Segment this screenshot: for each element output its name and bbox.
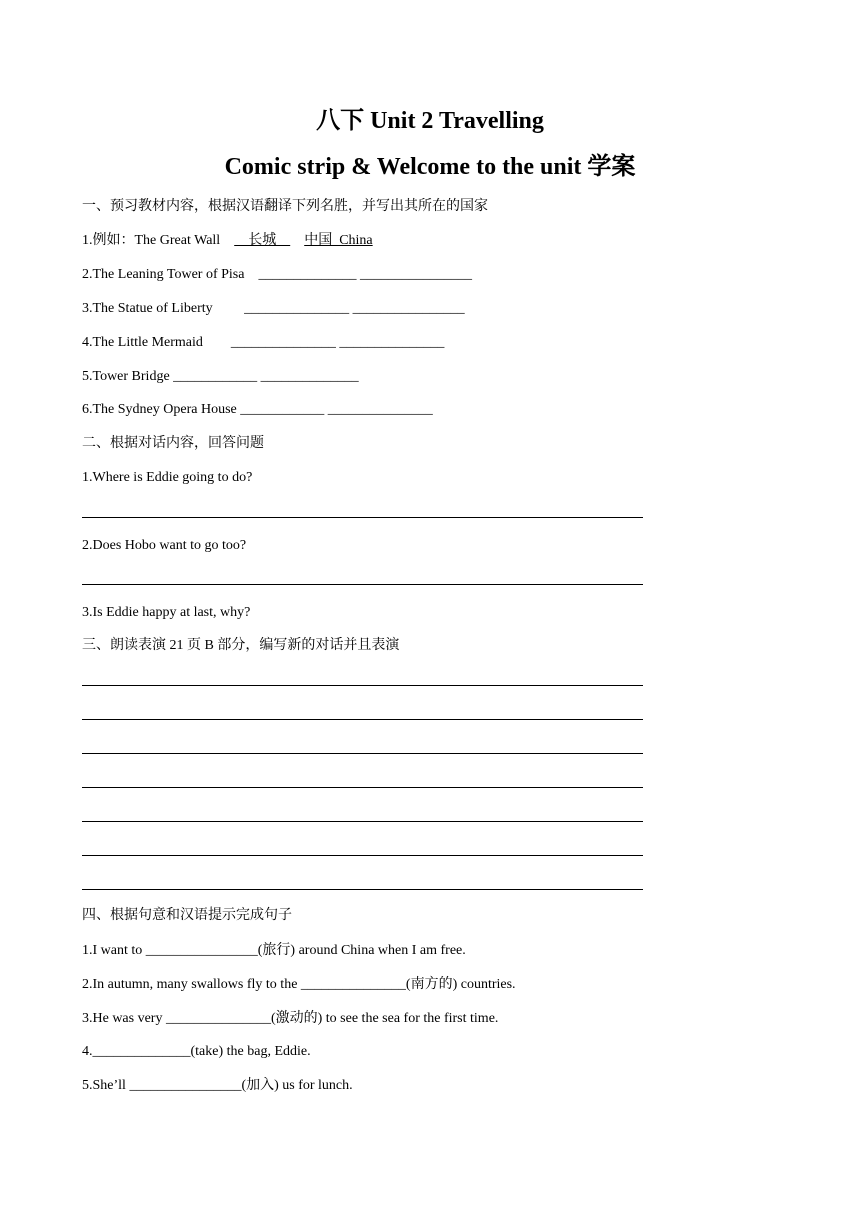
list-item: 3.The Statue of Liberty _______________ ________________ — [82, 301, 465, 316]
list-item: 2.The Leaning Tower of Pisa ______________ ________________ — [82, 267, 472, 282]
section-1-heading: 一、预习教材内容，根据汉语翻译下列名胜，并写出其所在的国家 — [82, 199, 488, 214]
example-answer-country: 中国 China — [304, 233, 373, 248]
answer-line — [82, 517, 643, 518]
example-gap — [290, 233, 304, 248]
section-3-heading: 三、朗读表演 21 页 B 部分，编写新的对话并且表演 — [82, 638, 400, 653]
page-subtitle: Comic strip & Welcome to the unit 学案 — [224, 154, 636, 180]
section-2-heading: 二、根据对话内容，回答问题 — [82, 436, 264, 451]
sentence-item: 3.He was very _______________(激动的) to see the sea for the first time. — [82, 1011, 499, 1026]
section-4-heading: 四、根据句意和汉语提示完成句子 — [82, 908, 292, 923]
example-row — [82, 232, 373, 250]
answer-line — [82, 787, 643, 788]
question: 2.Does Hobo want to go too? — [82, 538, 247, 553]
answer-line — [82, 584, 643, 585]
example-prefix: 1.例如：The Great Wall — [82, 233, 235, 248]
sentence-item: 5.She’ll ________________(加入) us for lunch. — [82, 1078, 353, 1093]
list-item: 6.The Sydney Opera House ____________ _______________ — [82, 402, 433, 417]
answer-line — [82, 889, 643, 890]
answer-line — [82, 821, 643, 822]
answer-line — [82, 855, 643, 856]
page-title: 八下 Unit 2 Travelling — [316, 108, 544, 134]
answer-line — [82, 753, 643, 754]
example-answer-chinese: 长城 — [234, 233, 291, 248]
answer-line — [82, 685, 643, 686]
sentence-item: 2.In autumn, many swallows fly to the _______________(南方的) countries. — [82, 977, 516, 992]
answer-line — [82, 719, 643, 720]
list-item: 4.The Little Mermaid _______________ _______________ — [82, 335, 445, 350]
question: 3.Is Eddie happy at last, why? — [82, 605, 251, 620]
sentence-item: 1.I want to ________________(旅行) around China when I am free. — [82, 943, 466, 958]
question: 1.Where is Eddie going to do? — [82, 470, 253, 485]
sentence-item: 4.______________(take) the bag, Eddie. — [82, 1044, 311, 1059]
list-item: 5.Tower Bridge ____________ ______________ — [82, 369, 359, 384]
